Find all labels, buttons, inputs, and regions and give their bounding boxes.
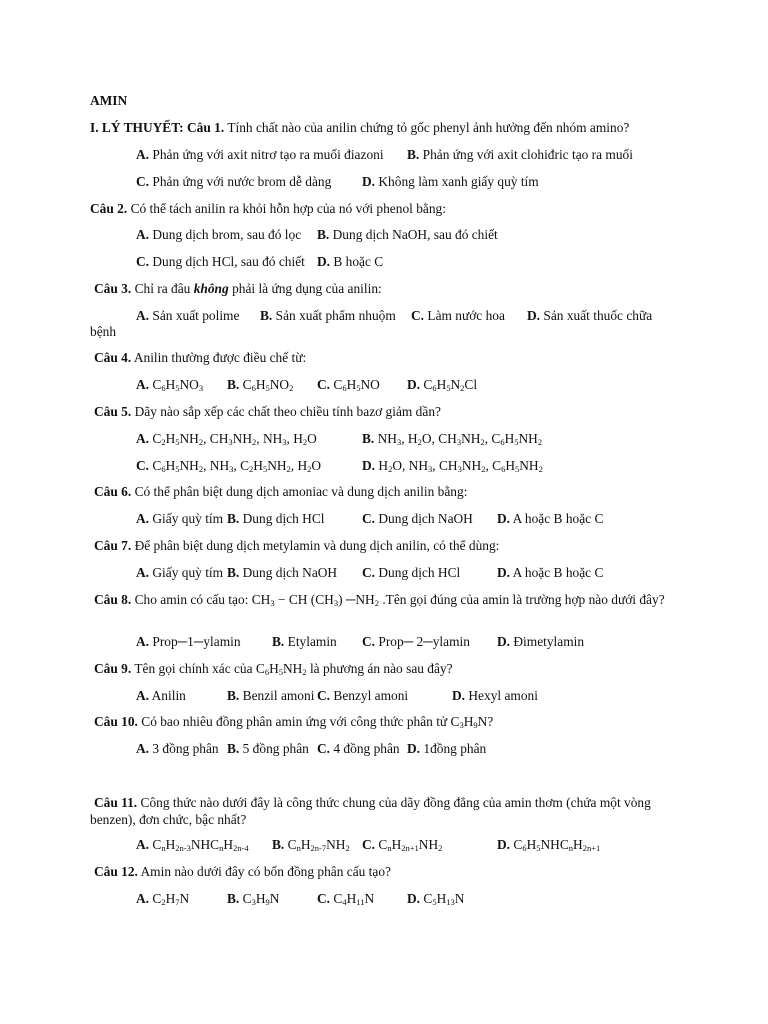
q4-option-a: A. $C_6H_5NO_3$ [136,377,204,393]
q2-option-c: C. Dung dịch HCl, sau đó chiết [136,254,305,269]
section-label: I. LÝ THUYẾT: [90,120,184,135]
q10-option-a: A. 3 đồng phân [136,741,219,756]
q12-option-d: D. $C_5H_{13}N$ [407,891,465,907]
q2-option-b: B. Dung dịch NaOH, sau đó chiết [317,227,498,242]
question-9: Câu 9. Tên gọi chính xác của $C_6H_5NH_2$ là phương án nào sau đây? [94,661,453,677]
q12-option-a: A. $C_2H_7N$ [136,891,190,907]
question-3: Câu 3. Chỉ ra đâu không phải là ứng dụng của anilin: [94,281,382,296]
q4-option-d: D. $C_6H_5N_2Cl$ [407,377,478,393]
q5-option-b: B. $NH_3$, $H_2O$, $CH_3NH_2$, $C_6H_5NH_2$ [362,431,543,447]
q3-option-b: B. Sản xuất phẩm nhuộm [260,308,396,323]
q10-option-b: B. 5 đồng phân [227,741,309,756]
q6-option-b: B. Dung dịch HCl [227,511,325,526]
q6-option-d: D. A hoặc B hoặc C [497,511,604,526]
q5-option-c: C. $C_6H_5NH_2$, $NH_3$, $C_2H_5NH_2$, $H_2O$ [136,458,322,474]
q6-option-c: C. Dung dịch NaOH [362,511,473,526]
q1-option-a: A. Phản ứng với axit nitrơ tạo ra muối điazoni [136,147,384,162]
q9-option-b: B. Benzil amoni [227,688,315,703]
q8-option-c: C. Prop─ 2─ylamin [362,634,470,649]
q7-option-a: A. Giấy quỳ tím [136,565,224,580]
q11-option-c: C. $C_nH_{2n+1}NH_2$ [362,837,443,853]
question-10: Câu 10. Có bao nhiêu đồng phân amin ứng với công thức phân tử $C_3H_9N$? [94,714,494,730]
q10-option-c: C. 4 đồng phân [317,741,400,756]
question-8: Câu 8. Cho amin có cấu tạo: $CH_3$ − CH $(CH_3)$ $─NH_2$ .Tên gọi đúng của amin là trường hợp nào dưới đây? [94,592,665,608]
q11-option-d: D. $C_6H_5NHC_nH_{2n+1}$ [497,837,601,853]
question-1: I. LÝ THUYẾT: Câu 1. Tính chất nào của anilin chứng tỏ gốc phenyl ảnh hưởng đến nhóm amino? [90,120,630,135]
q1-option-c: C. Phản ứng với nước brom dễ dàng [136,174,332,189]
question-6: Câu 6. Có thể phân biệt dung dịch amoniac và dung dịch anilin bằng: [94,484,468,499]
q7-option-b: B. Dung dịch NaOH [227,565,338,580]
q9-option-c: C. Benzyl amoni [317,688,409,703]
q3-option-d-continued: bệnh [90,324,117,339]
q11-option-b: B. $C_nH_{2n-7}NH_2$ [272,837,350,853]
q2-option-d: D. B hoặc C [317,254,384,269]
q7-option-d: D. A hoặc B hoặc C [497,565,604,580]
q6-option-a: A. Giấy quỳ tím [136,511,224,526]
q5-option-a: A. $C_2H_5NH_2$, $CH_3NH_2$, $NH_3$, $H_2O$ [136,431,317,447]
q12-option-b: B. $C_3H_9N$ [227,891,280,907]
question-2: Câu 2. Có thể tách anilin ra khỏi hỗn hợp của nó với phenol bằng: [90,201,446,216]
q7-option-c: C. Dung dịch HCl [362,565,461,580]
q5-option-d: D. $H_2O$, $NH_3$, $CH_3NH_2$, $C_6H_5NH_2$ [362,458,543,474]
q1-option-b: B. Phản ứng với axit clohiđric tạo ra muối [407,147,633,162]
q3-option-a: A. Sản xuất polime [136,308,240,323]
q9-option-a: A. Anilin [136,688,186,703]
q4-option-c: C. $C_6H_5NO$ [317,377,380,393]
q1-option-d: D. Không làm xanh giấy quỳ tím [362,174,539,189]
q11-option-a: A. $C_nH_{2n-3}NHC_nH_{2n-4}$ [136,837,249,853]
question-4: Câu 4. Anilin thường được điều chế từ: [94,350,307,365]
q12-option-c: C. $C_4H_{11}N$ [317,891,375,907]
question-12: Câu 12. Amin nào dưới đây có bốn đồng phân cấu tạo? [94,864,391,879]
q10-option-d: D. 1đồng phân [407,741,487,756]
q8-option-a: A. Prop─1─ylamin [136,634,241,649]
question-7: Câu 7. Để phân biệt dung dịch metylamin và dung dịch anilin, có thể dùng: [94,538,500,553]
q3-option-d: D. Sản xuất thuốc chữa [527,308,653,323]
q3-option-c: C. Làm nước hoa [411,308,505,323]
question-11: Câu 11. Công thức nào dưới đây là công thức chung của dãy đồng đẳng của amin thơm (chứa một vòng benzen), đơn chức, bậc nhất? [90,795,651,827]
q2-option-a: A. Dung dịch brom, sau đó lọc [136,227,302,242]
q8-option-d: D. Đimetylamin [497,634,585,649]
question-5: Câu 5. Dãy nào sắp xếp các chất theo chiều tính bazơ giảm dần? [94,404,441,419]
q9-option-d: D. Hexyl amoni [452,688,538,703]
document-title: AMIN [90,93,128,108]
q4-option-b: B. $C_6H_5NO_2$ [227,377,294,393]
q8-option-b: B. Etylamin [272,634,337,649]
